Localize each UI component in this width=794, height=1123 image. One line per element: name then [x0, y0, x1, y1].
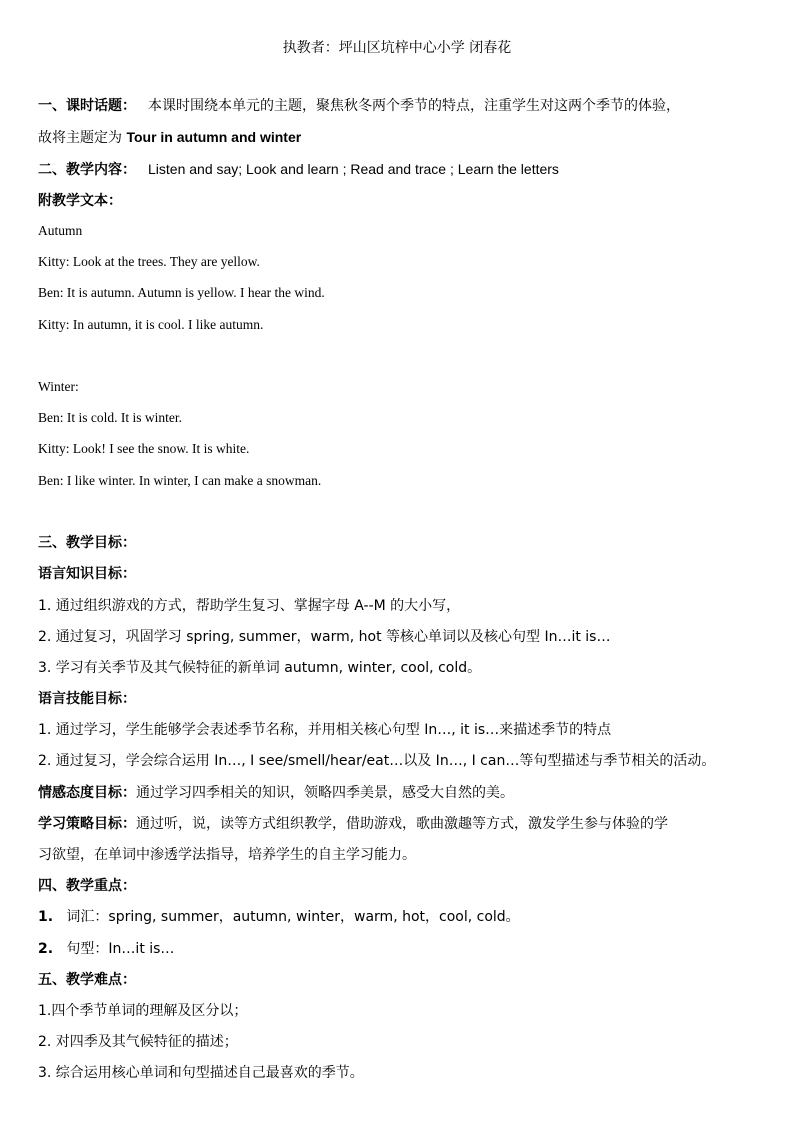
teaching-text-heading: 附教学文本：	[38, 193, 122, 209]
strategy-goal-line	[38, 814, 668, 834]
text-line-kitty-1: Kitty: Look at the trees. They are yellow.	[38, 254, 260, 269]
skill-goal-2: 2. 通过复习，学会综合运用 In…, I see/smell/hear/eat…以及 In…, I can…等句型描述与季节相关的活动。	[38, 753, 716, 769]
text-line-autumn: Autumn	[38, 223, 83, 238]
emotion-goal-line	[38, 783, 514, 803]
section-1-heading: 一、课时话题：	[38, 98, 136, 114]
section-1-text-2: 故将主题定为	[38, 130, 122, 146]
emotion-goal-text: 通过学习四季相关的知识，领略四季美景，感受大自然的美。	[136, 785, 514, 801]
key-point-2-number: 2.	[38, 941, 54, 957]
section-2-text: Listen and say; Look and learn ; Read and trace ; Learn the letters	[148, 161, 559, 177]
key-point-2	[38, 939, 174, 959]
knowledge-goal-1: 1. 通过组织游戏的方式，帮助学生复习、掌握字母 A--M 的大小写，	[38, 598, 461, 614]
text-line-kitty-2: Kitty: In autumn, it is cool. I like autumn.	[38, 317, 264, 332]
section-2-heading: 二、教学内容：	[38, 162, 136, 178]
section-2-line	[38, 159, 559, 180]
text-line-ben-3: Ben: I like winter. In winter, I can make a snowman.	[38, 473, 322, 488]
text-line-kitty-3: Kitty: Look! I see the snow. It is white.	[38, 441, 250, 456]
section-5-heading: 五、教学难点：	[38, 972, 136, 988]
section-3-heading: 三、教学目标：	[38, 535, 136, 551]
knowledge-goal-2: 2. 通过复习，巩固学习 spring, summer，warm, hot 等核心单词以及核心句型 In…it is…	[38, 629, 611, 645]
difficulty-1: 1.四个季节单词的理解及区分以；	[38, 1003, 248, 1019]
difficulty-2: 2. 对四季及其气候特征的描述；	[38, 1034, 238, 1050]
knowledge-goal-3: 3. 学习有关季节及其气候特征的新单词 autumn, winter, cool, cold。	[38, 660, 482, 676]
emotion-goal-heading: 情感态度目标：	[38, 785, 136, 801]
skill-goals-heading: 语言技能目标：	[38, 691, 136, 707]
key-point-1-text: 词汇：spring, summer，autumn, winter，warm, hot，cool, cold。	[66, 909, 520, 925]
strategy-goal-line-2: 习欲望，在单词中渗透学法指导，培养学生的自主学习能力。	[38, 847, 416, 863]
text-line-ben-1: Ben: It is autumn. Autumn is yellow. I hear the wind.	[38, 285, 325, 300]
key-point-1	[38, 907, 520, 927]
difficulty-3: 3. 综合运用核心单词和句型描述自己最喜欢的季节。	[38, 1065, 364, 1081]
key-point-1-number: 1.	[38, 909, 54, 925]
knowledge-goals-heading: 语言知识目标：	[38, 566, 136, 582]
section-1-line-2	[38, 127, 301, 148]
section-4-heading: 四、教学重点：	[38, 878, 136, 894]
strategy-goal-text: 通过听，说，读等方式组织教学，借助游戏，歌曲激趣等方式，激发学生参与体验的学	[136, 816, 668, 832]
author-line: 执教者：坪山区坑梓中心小学 闭春花	[282, 40, 512, 56]
text-line-winter: Winter:	[38, 379, 79, 394]
text-line-ben-2: Ben: It is cold. It is winter.	[38, 410, 182, 425]
section-1-text: 本课时围绕本单元的主题，聚焦秋冬两个季节的特点，注重学生对这两个季节的体验，	[148, 98, 680, 114]
strategy-goal-heading: 学习策略目标：	[38, 816, 136, 832]
key-point-2-text: 句型：In…it is…	[66, 941, 175, 957]
section-1-line	[38, 96, 680, 116]
lesson-topic: Tour in autumn and winter	[126, 129, 302, 145]
skill-goal-1: 1. 通过学习，学生能够学会表述季节名称，并用相关核心句型 In…, it is…来描述季节的特点	[38, 722, 612, 738]
